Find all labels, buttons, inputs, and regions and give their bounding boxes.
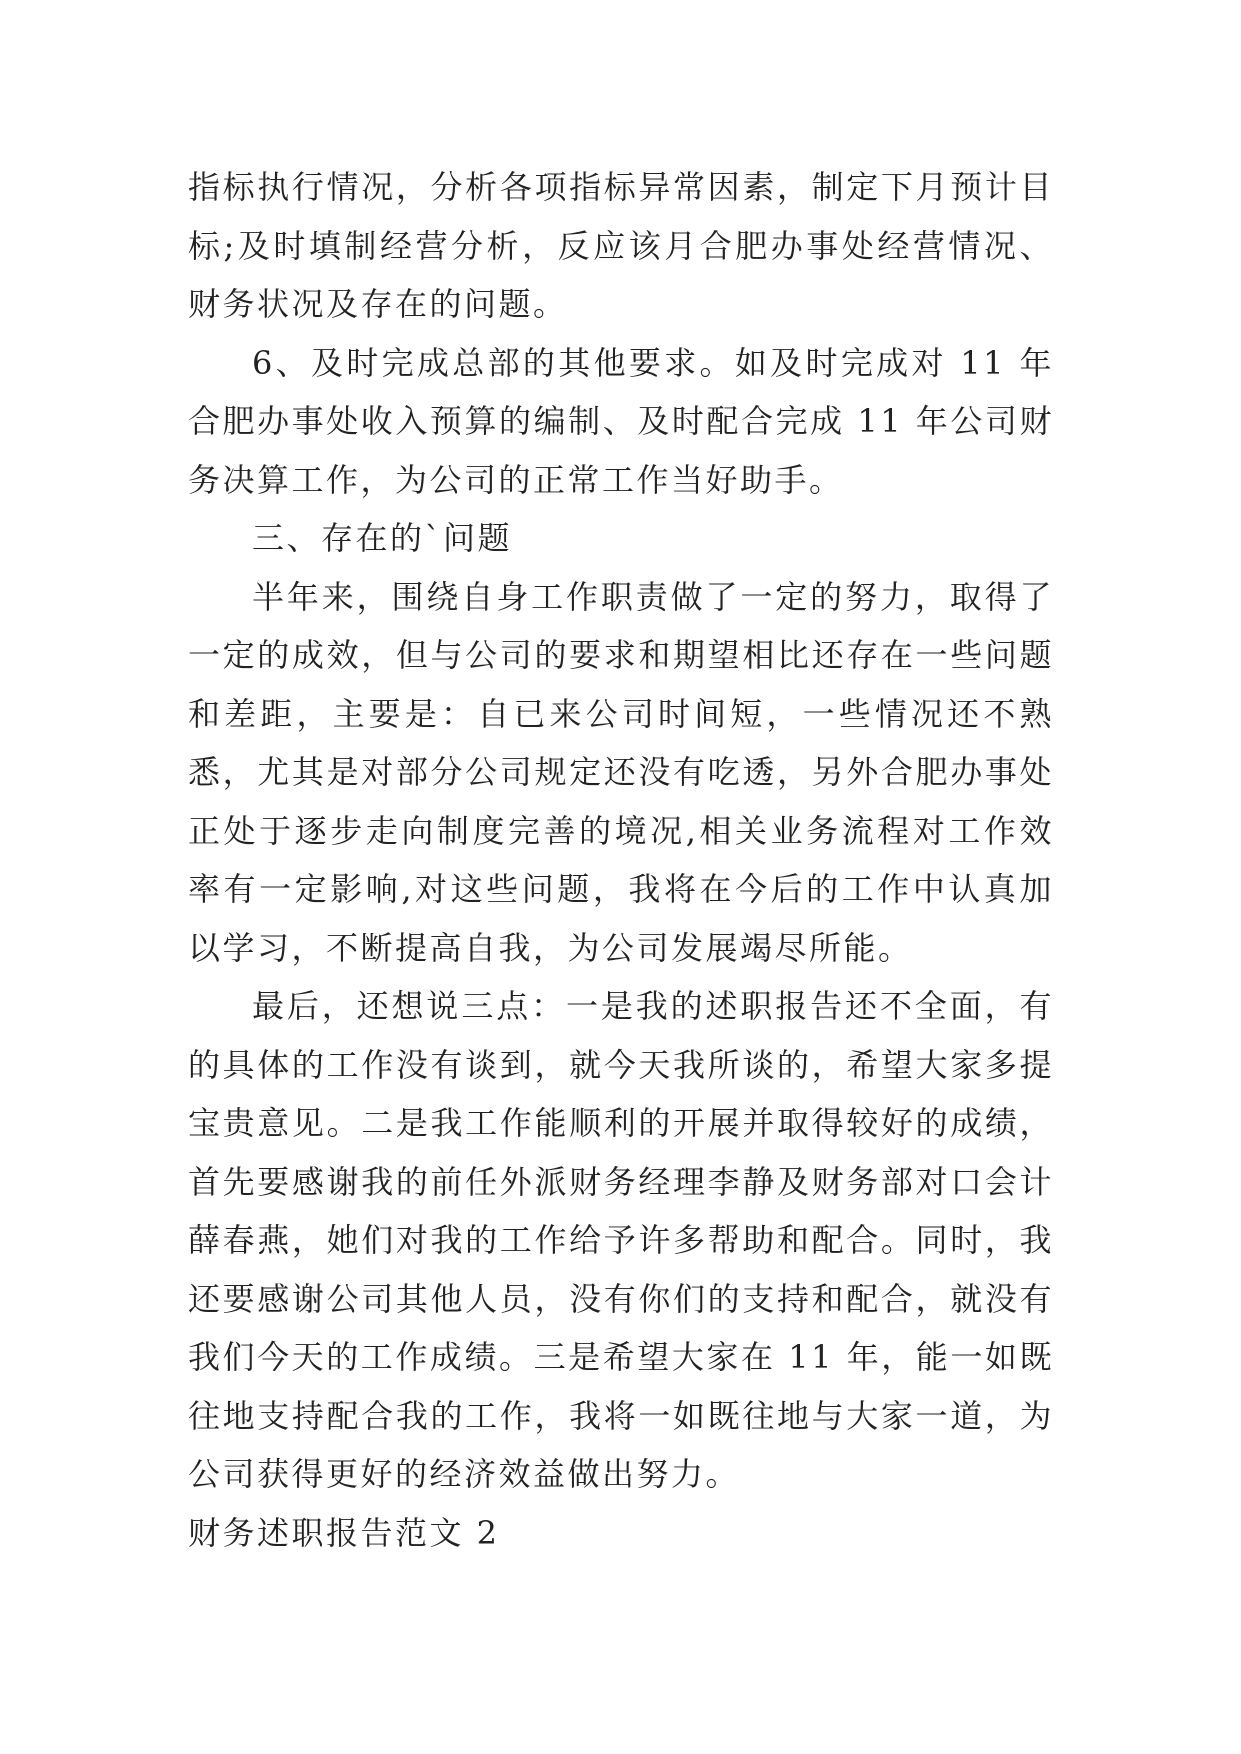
paragraph-item-6: 6、及时完成总部的其他要求。如及时完成对 11 年合肥办事处收入预算的编制、及时配合完成 11 年公司财务决算工作，为公司的正常工作当好助手。 [188,343,1054,499]
paragraph-half-year-summary: 半年来，围绕自身工作职责做了一定的努力，取得了一定的成效，但与公司的要求和期望相比还存在一些问题和差距，主要是：自已来公司时间短，一些情况还不熟悉，尤其是对部分公司规定还没有吃透，另外合肥办事处正处于逐步走向制度完善的境况,相关业务流程对工作效率有一定影响,对这些问题，我将在今后的工作中认真加以学习，不断提高自我，为公司发展竭尽所能。 [188,577,1054,967]
document-page [188,158,1054,1562]
paragraph-closing-remarks: 最后，还想说三点：一是我的述职报告还不全面，有的具体的工作没有谈到，就今天我所谈的，希望大家多提宝贵意见。二是我工作能顺利的开展并取得较好的成绩，首先要感谢我的前任外派财务经理李静及财务部对口会计薛春燕，她们对我的工作给予许多帮助和配合。同时，我还要感谢公司其他人员，没有你们的支持和配合，就没有我们今天的工作成绩。三是希望大家在 11 年，能一如既往地支持配合我的工作，我将一如既往地与大家一道，为公司获得更好的经济效益做出努力。 [188,987,1054,1493]
document-title-2: 财务述职报告范文 2 [188,1513,500,1552]
section-heading-problems: 三、存在的`问题 [252,519,513,557]
paragraph-continuation: 指标执行情况，分析各项指标异常因素，制定下月预计目标;及时填制经营分析，反应该月合肥办事处经营情况、财务状况及存在的问题。 [188,168,1054,323]
